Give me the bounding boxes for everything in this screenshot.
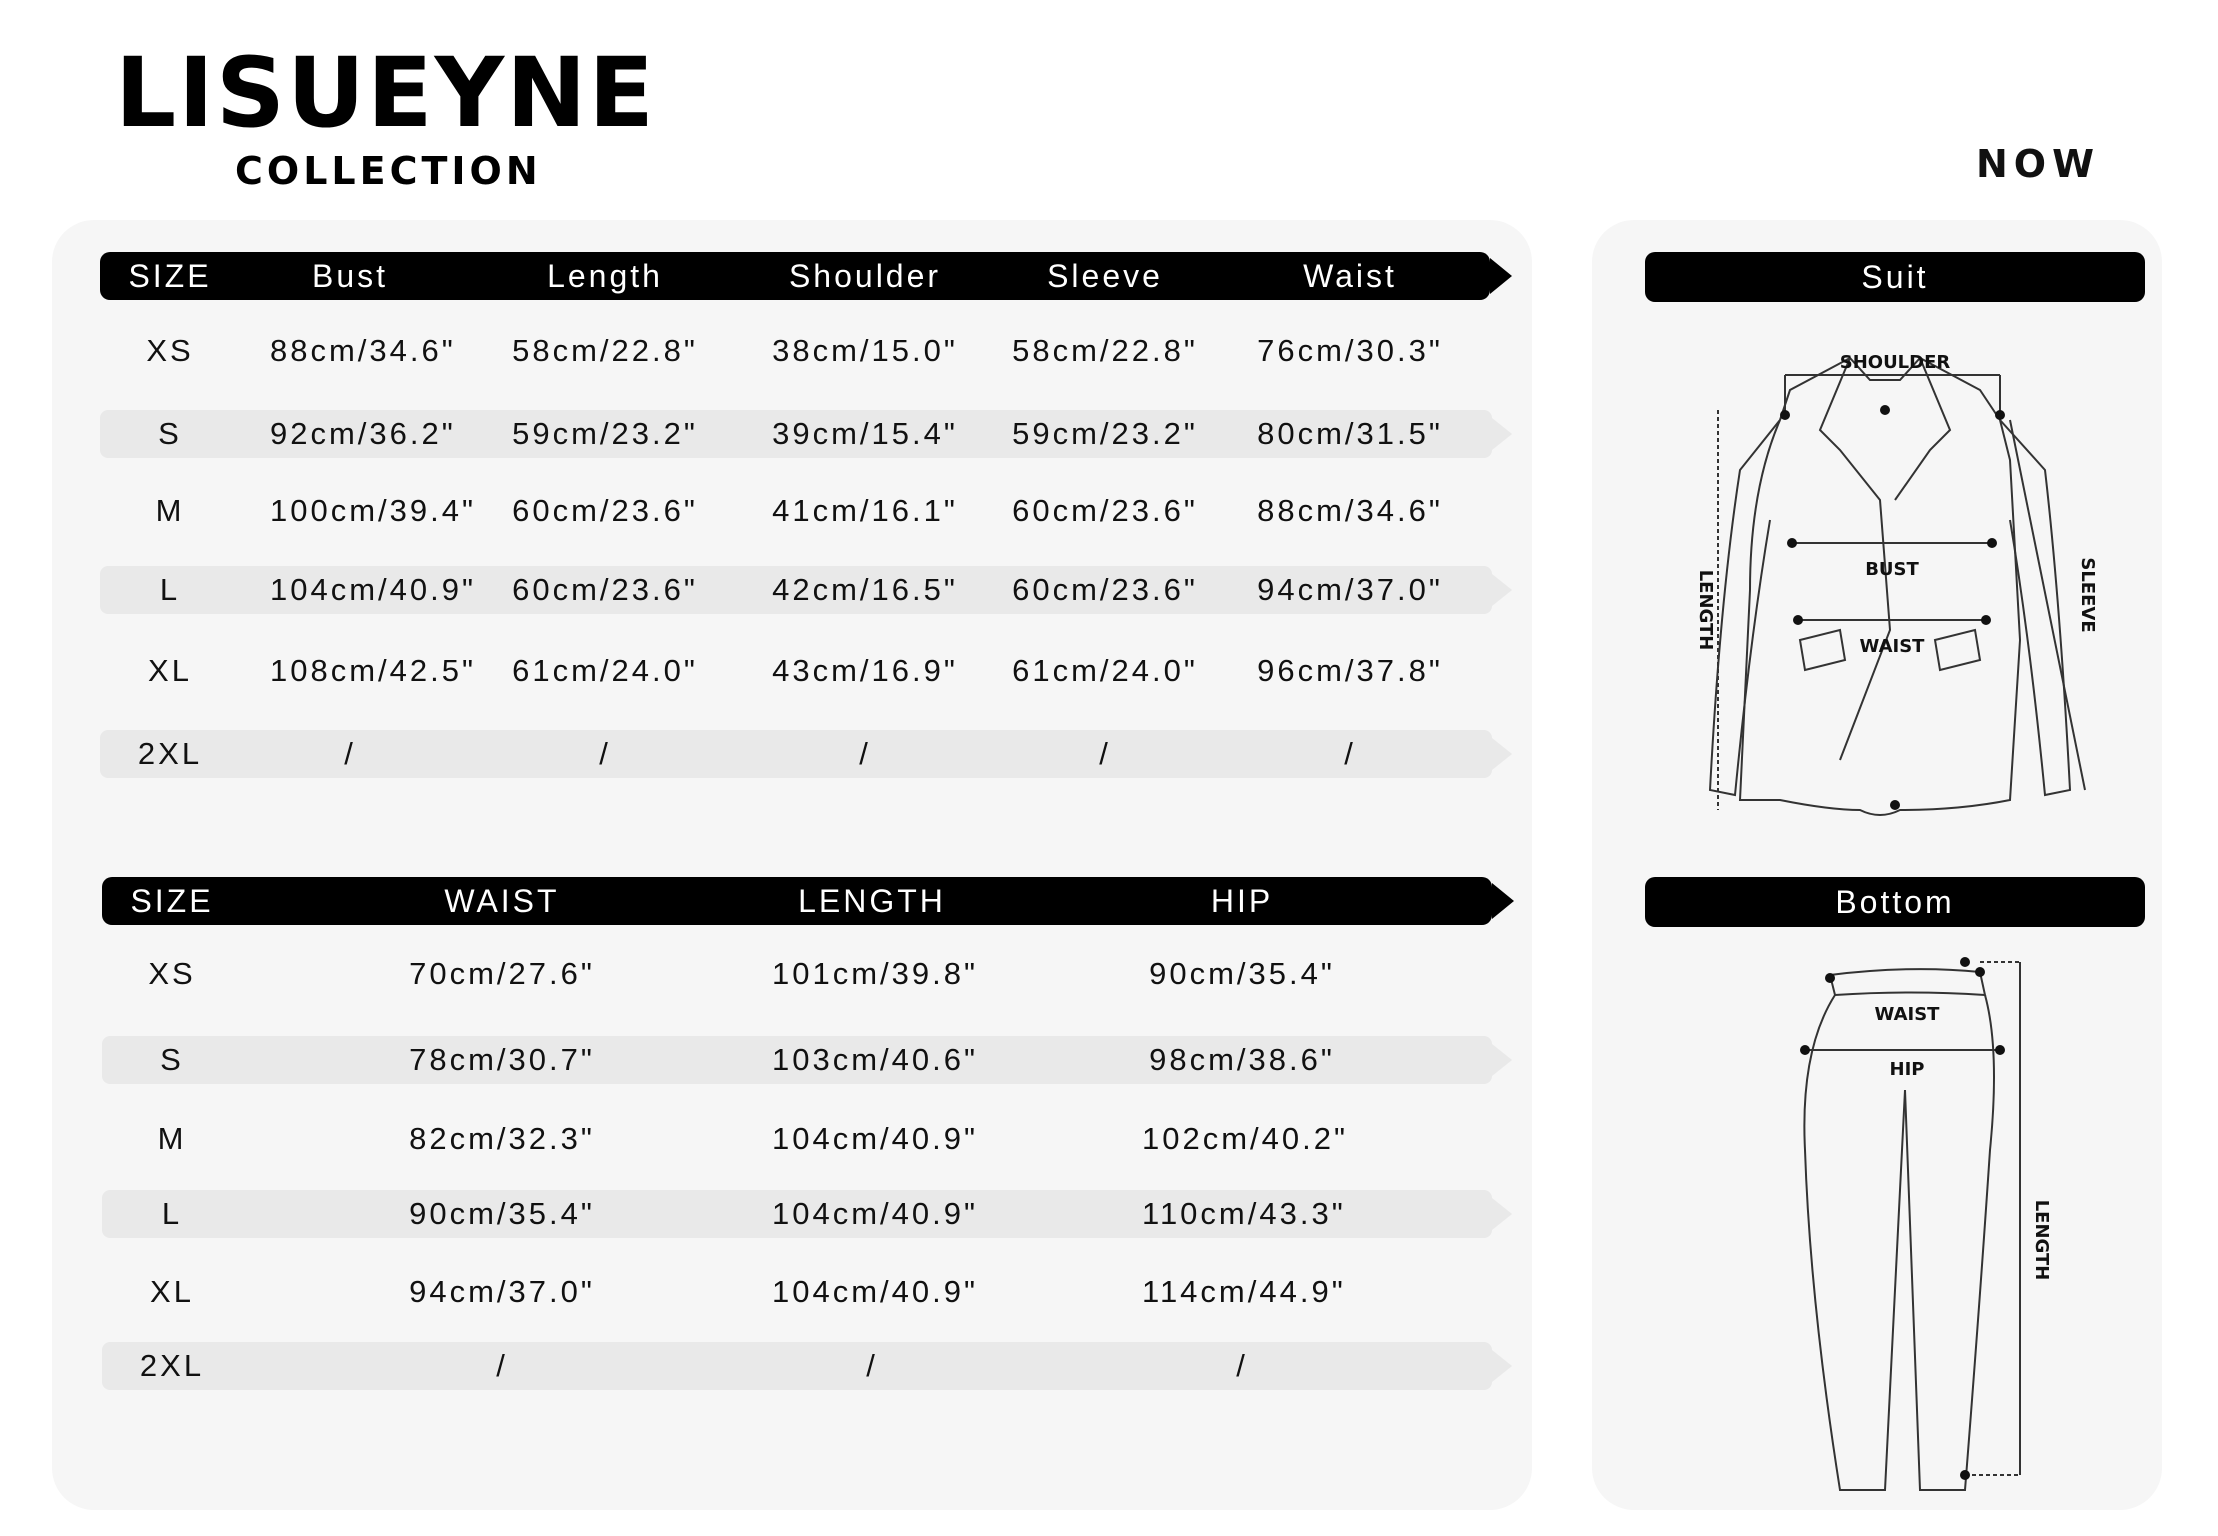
cell-waist: 76cm/30.3" bbox=[1257, 333, 1443, 368]
cell-waist: 96cm/37.8" bbox=[1257, 653, 1443, 688]
header-size: SIZE bbox=[128, 258, 212, 294]
waist-label: WAIST bbox=[1859, 636, 1925, 657]
brand-tag: NOW bbox=[1975, 142, 2100, 186]
hip-label: HIP bbox=[1889, 1059, 1925, 1080]
cell-bust: 92cm/36.2" bbox=[270, 416, 456, 451]
brand-logo bbox=[115, 37, 656, 193]
cell-bust: / bbox=[344, 736, 356, 771]
cell-hip: 98cm/38.6" bbox=[1149, 1042, 1335, 1077]
cell-length: 104cm/40.9" bbox=[772, 1274, 978, 1309]
bust-label: BUST bbox=[1865, 559, 1919, 580]
cell-hip: 102cm/40.2" bbox=[1142, 1121, 1348, 1156]
table-row bbox=[100, 730, 1490, 778]
cell-waist: 80cm/31.5" bbox=[1257, 416, 1443, 451]
cell-sleeve: 59cm/23.2" bbox=[1012, 416, 1198, 451]
header-size: SIZE bbox=[130, 883, 214, 919]
length-label: LENGTH bbox=[1695, 569, 1716, 651]
cell-bust: 108cm/42.5" bbox=[270, 653, 476, 688]
sleeve-label: SLEEVE bbox=[2077, 557, 2098, 633]
cell-shoulder: / bbox=[859, 736, 871, 771]
header-waist: Waist bbox=[1303, 258, 1397, 294]
cell-size: S bbox=[158, 416, 182, 451]
cell-waist: 90cm/35.4" bbox=[409, 1196, 595, 1231]
cell-size: XS bbox=[146, 333, 194, 368]
table-row bbox=[102, 1115, 1492, 1163]
cell-size: S bbox=[160, 1042, 184, 1077]
header-sleeve: Sleeve bbox=[1047, 258, 1163, 294]
cell-length: 61cm/24.0" bbox=[512, 653, 698, 688]
table-row bbox=[102, 1268, 1492, 1316]
cell-length: 59cm/23.2" bbox=[512, 416, 698, 451]
cell-waist: 82cm/32.3" bbox=[409, 1121, 595, 1156]
cell-bust: 104cm/40.9" bbox=[270, 572, 476, 607]
header-bust: Bust bbox=[311, 258, 389, 294]
cell-waist: / bbox=[1344, 736, 1356, 771]
cell-sleeve: 61cm/24.0" bbox=[1012, 653, 1198, 688]
suit-title: Suit bbox=[1645, 252, 2145, 302]
table-row bbox=[100, 647, 1490, 695]
cell-waist: 88cm/34.6" bbox=[1257, 493, 1443, 528]
table-row bbox=[102, 1342, 1492, 1390]
cell-waist: 78cm/30.7" bbox=[409, 1042, 595, 1077]
cell-hip: / bbox=[1236, 1348, 1248, 1383]
cell-shoulder: 43cm/16.9" bbox=[772, 653, 958, 688]
trousers-diagram bbox=[1780, 950, 2080, 1500]
cell-shoulder: 42cm/16.5" bbox=[772, 572, 958, 607]
waist-label: WAIST bbox=[1874, 1004, 1940, 1025]
cell-length: 104cm/40.9" bbox=[772, 1121, 978, 1156]
cell-size: 2XL bbox=[139, 1348, 205, 1383]
cell-waist: 94cm/37.0" bbox=[1257, 572, 1443, 607]
header-waist: WAIST bbox=[444, 883, 560, 919]
cell-bust: 88cm/34.6" bbox=[270, 333, 456, 368]
cell-sleeve: 58cm/22.8" bbox=[1012, 333, 1198, 368]
cell-shoulder: 38cm/15.0" bbox=[772, 333, 958, 368]
cell-waist: / bbox=[496, 1348, 508, 1383]
table-row bbox=[102, 1190, 1492, 1238]
cell-hip: 110cm/43.3" bbox=[1142, 1196, 1346, 1231]
cell-length: 58cm/22.8" bbox=[512, 333, 698, 368]
bottom-title: Bottom bbox=[1645, 877, 2145, 927]
cell-hip: 90cm/35.4" bbox=[1149, 956, 1335, 991]
cell-shoulder: 41cm/16.1" bbox=[772, 493, 958, 528]
cell-sleeve: 60cm/23.6" bbox=[1012, 493, 1198, 528]
cell-waist: 70cm/27.6" bbox=[409, 956, 595, 991]
cell-hip: 114cm/44.9" bbox=[1142, 1274, 1346, 1309]
cell-length: 60cm/23.6" bbox=[512, 572, 698, 607]
table-row bbox=[100, 410, 1490, 458]
table-row bbox=[102, 1036, 1492, 1084]
cell-size: L bbox=[159, 572, 181, 607]
cell-length: / bbox=[599, 736, 611, 771]
header-hip: HIP bbox=[1210, 883, 1274, 919]
cell-size: L bbox=[161, 1196, 183, 1231]
cell-size: 2XL bbox=[137, 736, 203, 771]
brand-subtitle: COLLECTION bbox=[235, 149, 542, 193]
cell-size: XS bbox=[148, 956, 196, 991]
cell-length: / bbox=[866, 1348, 878, 1383]
cell-length: 101cm/39.8" bbox=[772, 956, 978, 991]
length-label: LENGTH bbox=[2031, 1199, 2052, 1281]
cell-sleeve: / bbox=[1099, 736, 1111, 771]
table-row bbox=[102, 950, 1492, 998]
cell-shoulder: 39cm/15.4" bbox=[772, 416, 958, 451]
shoulder-label: SHOULDER bbox=[1839, 352, 1951, 373]
header-length: LENGTH bbox=[798, 883, 946, 919]
cell-size: M bbox=[155, 493, 185, 528]
cell-waist: 94cm/37.0" bbox=[409, 1274, 595, 1309]
table-row bbox=[100, 566, 1490, 614]
header-shoulder: Shoulder bbox=[788, 258, 942, 294]
cell-sleeve: 60cm/23.6" bbox=[1012, 572, 1198, 607]
cell-bust: 100cm/39.4" bbox=[270, 493, 476, 528]
suit-jacket-diagram bbox=[1680, 340, 2120, 820]
table-row bbox=[100, 327, 1490, 375]
cell-length: 60cm/23.6" bbox=[512, 493, 698, 528]
cell-size: M bbox=[157, 1121, 187, 1156]
bottom-table-header bbox=[102, 877, 1492, 925]
header-length: Length bbox=[547, 258, 663, 294]
cell-size: XL bbox=[148, 653, 192, 688]
brand-name: LISUEYNE bbox=[115, 37, 656, 149]
top-table-header bbox=[100, 252, 1490, 300]
table-row bbox=[100, 487, 1490, 535]
cell-length: 103cm/40.6" bbox=[772, 1042, 978, 1077]
cell-size: XL bbox=[150, 1274, 194, 1309]
cell-length: 104cm/40.9" bbox=[772, 1196, 978, 1231]
